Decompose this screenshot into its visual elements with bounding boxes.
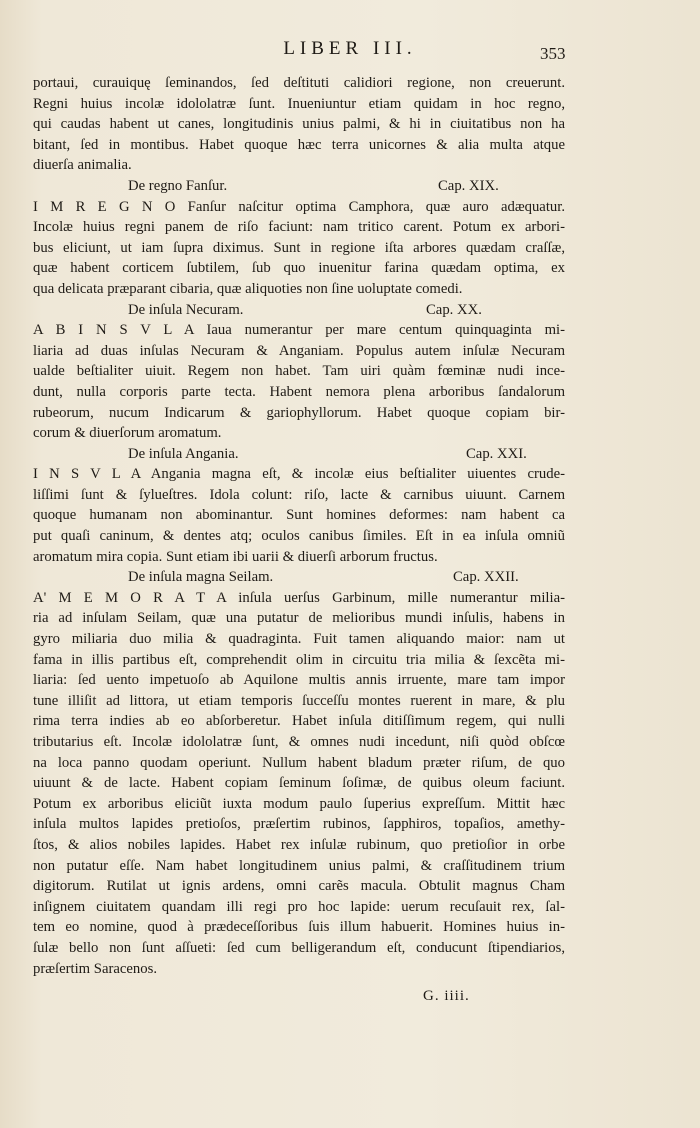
text-line: portaui, curauiquę ſeminandos, ſed deſtituti calidiori regione, non creuerunt. [33,75,565,91]
text-line: ualde beſtialiter uiuit. Regem non habet. Tam uiri quàm fœminæ nudi ince- [33,363,565,380]
chapter-heading [33,300,565,321]
text-line: liſſimi ſunt & ſylueſtres. Idola colunt: riſo, lacte & carnibus uiuunt. Carnem [33,486,565,503]
chapter-number: Cap. XXI. [466,445,527,462]
text-line: qua delicata præparant cibaria, quæ aliquoties non ſine uoluptate comedi. [33,280,463,297]
text-line: diuerſa animalia. [33,157,132,174]
page-number: 353 [540,44,566,63]
text-line: præſertim Saracenos. [33,960,157,977]
text-line: rubeorum, nucum Indicarum & gariophyllorum. Habet quoque copiam bir- [33,404,565,421]
text-line: tune illiſit ad littora, ut etiam temporis ſucceſſu montes ruerent in mare, & plu [33,692,565,709]
text-line: qui caudas habent ut canes, longitudinis unius palmi, & hi in ciuitatibus non ha [33,116,565,133]
text-line: inſula multos lapides pretioſos, præſertim rubinos, ſapphiros, topaſios, amethy- [33,816,565,833]
text-line: ſtos, & alios nobiles lapides. Habet rex inſulæ rubinum, quo pretioſior in orbe [33,836,565,853]
chapter-number: Cap. XIX. [438,177,499,194]
text-line: tem eo nomine, quod à prædeceſſoribus ſuis illum habuerit. Homines huius in- [33,919,565,936]
text-line: corum & diuerſorum aromatum. [33,425,222,442]
text-line: tributarius eſt. Incolæ idololatræ ſunt, & omnes nudi incedunt, niſi quòd obſcœ [33,734,565,750]
text-line: gyro miliaria duo milia & quadraginta. Fuit tamen aliquando maior: nam ut [33,631,565,648]
text-line: I M R E G N O Fanſur naſcitur optima Camphora, quæ auro adæquatur. [33,198,565,215]
text-line: liaria: ſed uento impetuoſo ab Aquilone multis annis irruente, mare tam impor [33,672,565,689]
text-line: Regni huius incolæ idololatræ ſunt. Inueniuntur etiam quidam in hoc regno, [33,95,565,112]
text-line: rima terra indies ab eo abſorberetur. Habet inſula ditiſſimum regem, qui nulli [33,713,565,730]
signature-mark: G. iiii. [423,988,470,1004]
text-line: aromatum mira copia. Sunt etiam ibi uarii & diuerſi arborum fructus. [33,548,438,565]
text-line: Incolæ huius regni panem de riſo faciunt: nam tritico carent. Potum ex arbori- [33,219,565,236]
chapter-heading [33,176,565,197]
text-line: dunt, nulla corporis parte tecta. Habent nemora plena arboribus ſandalorum [33,383,565,400]
chapter-title: De inſula Angania. [128,445,239,462]
chapter-number: Cap. XX. [426,301,482,318]
chapter-number: Cap. XXII. [453,569,519,586]
text-line: inſignem ciuitatem quandam illi regi pro hoc lapide: uerum recuſauit rex, ſal- [33,898,565,915]
text-line: I N S V L A Angania magna eſt, & incolæ eius beſtialiter uiuentes crude- [33,466,565,483]
text-line: digitorum. Rutilat ut ignis ardens, omni carẽs macula. Obtulit magnus Cham [33,878,565,895]
chapter-heading [33,567,565,588]
chapter-title: De inſula magna Seilam. [128,569,274,586]
text-line: ſulæ bello non ſunt aſſueti: ſed cum belligerandum eſt, conducunt ſtipendiarios, [33,939,565,956]
chapter-heading [33,444,565,465]
text-line: quæ habent corticem ſubtilem, ſub quo inuenitur farina quædam optima, ex [33,260,565,277]
chapter-title: De regno Fanſur. [128,177,228,194]
text-line: bus eliciunt, ut iam ſupra diximus. Sunt in regione iſta arbores quædam craſſæ, [33,239,565,256]
text-line: na loca panno quodam operiunt. Nullum habent bladum præter riſum, de quo [33,754,565,771]
text-line: quoque humanam non abominantur. Sunt homines deformes: nam habent ca [33,507,565,524]
text-line: ria ad inſulam Seilam, quæ una putatur de melioribus mundi inſulis, habens in [33,610,565,627]
text-line: A B I N S V L A Iaua numerantur per mare centum quinquaginta mi- [33,322,565,339]
running-head: LIBER III. [283,38,417,59]
body-text [33,73,565,979]
chapter-title: De inſula Necuram. [128,301,244,318]
text-line: put quaſi caninum, & dentes atq; oculos canibus ſimiles. Eſt in ea inſula omniũ [33,528,565,545]
text-line: liaria ad duas inſulas Necuram & Anganiam. Populus autem inſulæ Necuram [33,342,565,359]
text-line: uiuunt & de lacte. Habent copiam ſeminum ſoſimæ, de quibus oleum faciunt. [33,775,565,792]
text-line: non putatur eſſe. Nam habet longitudinem unius palmi, & craſſitudinem trium [33,857,565,874]
text-line: Potum ex arboribus eliciũt iuxta modum paulo ſuperius expreſſum. Mittit hæc [33,795,565,812]
text-line: bitant, ſed in montibus. Habet quoque hæc terra unicornes & alia multa atque [33,136,565,153]
text-line: fama in illis partibus eſt, comprehendit olim in circuitu tria milia & ſexcẽta mi- [33,651,565,668]
text-line: A' M E M O R A T A inſula uerſus Garbinum, mille numerantur milia- [33,589,565,606]
